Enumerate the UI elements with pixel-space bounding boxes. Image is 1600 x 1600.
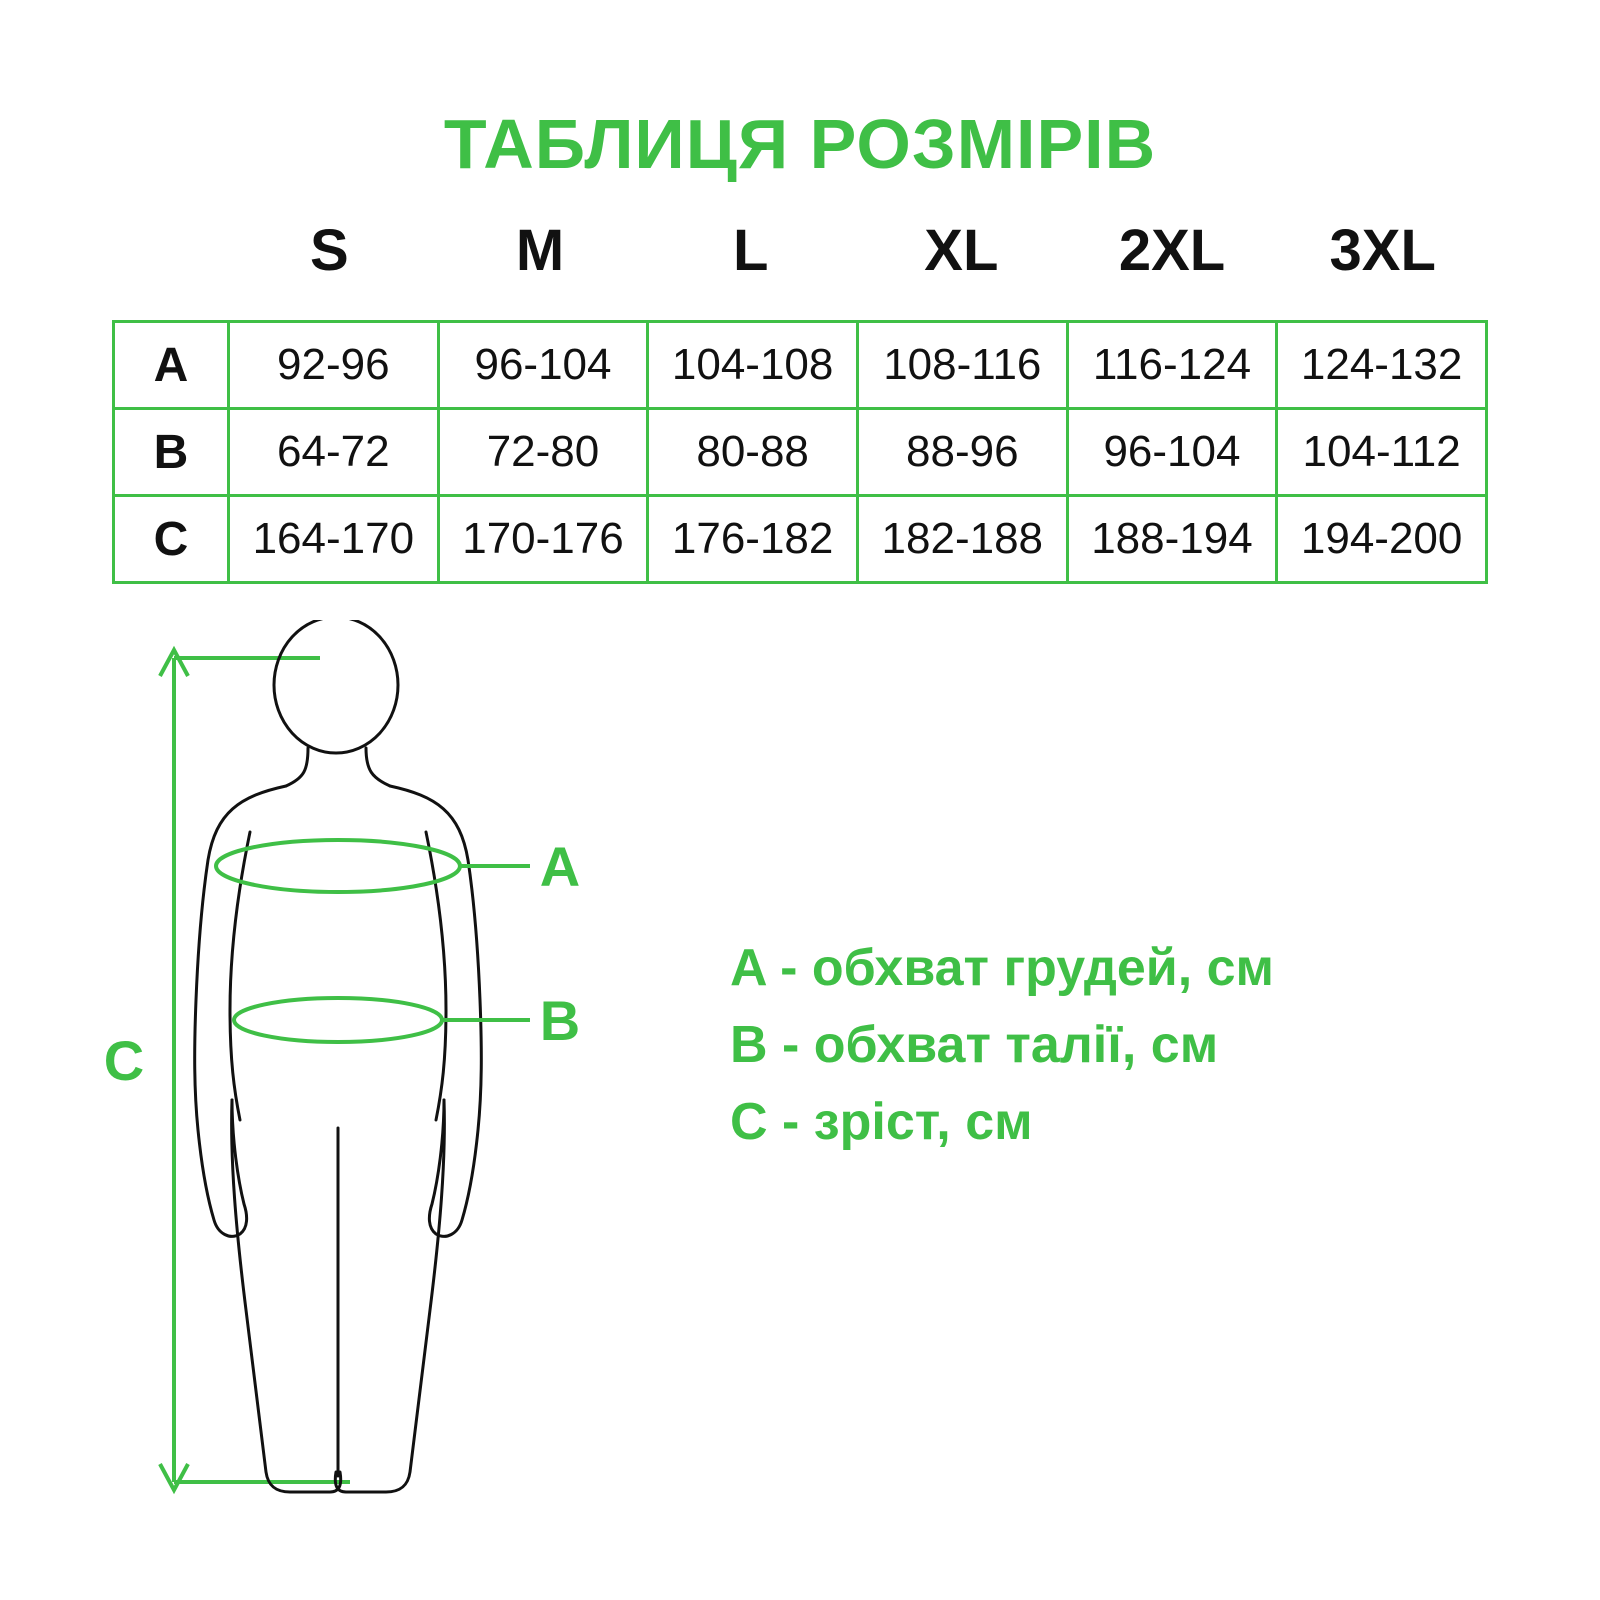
page-title: ТАБЛИЦЯ РОЗМІРІВ	[443, 105, 1157, 183]
legend	[730, 930, 1560, 1161]
cell-c-s: 164-170	[229, 496, 439, 583]
label-c: C	[103, 1029, 145, 1092]
cell-c-l: 176-182	[648, 496, 858, 583]
size-header-2xl: 2XL	[1118, 218, 1226, 283]
size-header-3xl: 3XL	[1329, 218, 1436, 283]
table-row	[114, 496, 1487, 583]
row-label-c: C	[114, 496, 229, 583]
cell-b-2xl: 96-104	[1067, 409, 1277, 496]
cell-b-m: 72-80	[438, 409, 648, 496]
table-row	[114, 409, 1487, 496]
cell-a-m: 96-104	[438, 322, 648, 409]
cell-a-3xl: 124-132	[1277, 322, 1487, 409]
table-row	[114, 322, 1487, 409]
row-label-a: A	[114, 322, 229, 409]
measurements-table	[112, 320, 1488, 584]
cell-a-2xl: 116-124	[1067, 322, 1277, 409]
cell-c-3xl: 194-200	[1277, 496, 1487, 583]
height-arrow-icon	[160, 650, 350, 1490]
cell-c-2xl: 188-194	[1067, 496, 1277, 583]
row-label-b: B	[114, 409, 229, 496]
cell-b-s: 64-72	[229, 409, 439, 496]
body-measurement-diagram	[90, 620, 710, 1520]
chest-measure-ellipse	[216, 840, 530, 892]
label-b: B	[539, 989, 581, 1052]
size-header-s: S	[309, 218, 349, 283]
cell-a-s: 92-96	[229, 322, 439, 409]
legend-item-b: B - обхват талії, см	[730, 1015, 1219, 1074]
size-header-m: M	[515, 218, 565, 283]
cell-c-m: 170-176	[438, 496, 648, 583]
cell-a-l: 104-108	[648, 322, 858, 409]
waist-measure-ellipse	[234, 998, 530, 1042]
cell-a-xl: 108-116	[857, 322, 1067, 409]
cell-b-3xl: 104-112	[1277, 409, 1487, 496]
legend-item-a: A - обхват грудей, см	[730, 939, 1274, 997]
legend-item-c: C - зріст, см	[730, 1092, 1033, 1151]
size-header-l: L	[732, 218, 769, 283]
size-header-row	[112, 218, 1488, 283]
cell-b-l: 80-88	[648, 409, 858, 496]
cell-b-xl: 88-96	[857, 409, 1067, 496]
label-a: A	[539, 835, 581, 898]
size-header-xl: XL	[924, 218, 999, 283]
cell-c-xl: 182-188	[857, 496, 1067, 583]
body-outline	[195, 620, 482, 1492]
